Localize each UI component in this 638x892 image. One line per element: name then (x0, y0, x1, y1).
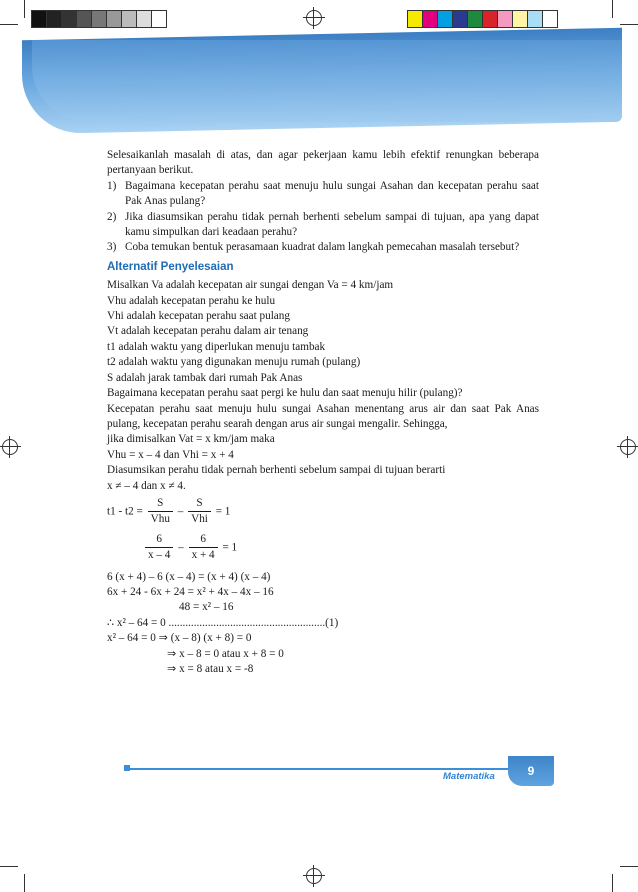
crop-mark (0, 866, 18, 867)
step-line: 6 (x + 4) – 6 (x – 4) = (x + 4) (x – 4) (107, 570, 271, 583)
fraction: $\frac{6}{x + 4}$ (189, 532, 218, 564)
crop-mark (620, 866, 638, 867)
paragraph: Vhu = x – 4 dan Vhi = x + 4 (107, 448, 234, 461)
fraction: $\frac{S}{\text{Vhi}}$ (188, 496, 211, 528)
paragraph: x ≠ – 4 dan x ≠ 4. (107, 479, 186, 492)
step-line: 48 = x² – 16 (179, 601, 234, 614)
fraction: $\frac{6}{x - 4}$ (145, 532, 173, 564)
crop-mark (612, 874, 613, 892)
paragraph: Kecepatan perahu saat menuju hulu sungai Asahan menentang arus air dan saat Pak Anas pulang, kecepatan perahu searah dengan arus air sungai mengalir. Sehingga, (107, 402, 539, 430)
definition-line: t2 adalah waktu yang digunakan menuju rumah (pulang) (107, 356, 361, 369)
registration-mark-icon (306, 10, 322, 26)
registration-mark-icon (620, 439, 636, 455)
color-calibration-bar (408, 10, 558, 26)
paragraph: jika dimisalkan Vat = x km/jam maka (107, 433, 275, 446)
crop-mark (24, 0, 25, 18)
equation-1: t1 - t2 = $\frac{S}{\text{Vhu}}$ – $\frac{S}{\text{Vhi}}$ = 1 (107, 496, 539, 528)
paragraph: Bagaimana kecepatan perahu saat pergi ke hulu dan saat menuju hilir (pulang)? (107, 387, 463, 400)
question-list (107, 179, 539, 256)
list-item: 2) Jika diasumsikan perahu tidak pernah berhenti sebelum sampai di tujuan, apa yang dapat kamu simpulkan dari keadaan perahu? (107, 210, 539, 239)
definition-line: Misalkan Va adalah kecepatan air sungai dengan Va = 4 km/jam (107, 279, 394, 292)
crop-mark (0, 24, 18, 25)
gray-calibration-bar (32, 10, 167, 26)
header-band-highlight (32, 40, 622, 122)
paragraph: Diasumsikan perahu tidak pernah berhenti sebelum sampai di tujuan berarti (107, 464, 446, 477)
crop-mark (612, 0, 613, 18)
equation-2: $\frac{6}{x - 4}$ – $\frac{6}{x + 4}$ = 1 (143, 532, 539, 564)
registration-mark-icon (306, 868, 322, 884)
section-title: Alternatif Penyelesaian (107, 260, 234, 273)
crop-mark (24, 874, 25, 892)
page-content (107, 148, 539, 677)
step-line: ⇒ x – 8 = 0 atau x + 8 = 0 (167, 647, 284, 660)
list-item: 3) Coba temukan bentuk perasamaan kuadrat dalam langkah pemecahan masalah tersebut? (107, 241, 520, 254)
definition-line: t1 adalah waktu yang diperlukan menuju tambak (107, 340, 326, 353)
crop-mark (620, 24, 638, 25)
fraction: $\frac{S}{\text{Vhu}}$ (148, 496, 173, 528)
intro-text: Selesaikanlah masalah di atas, dan agar pekerjaan kamu lebih efektif renungkan beberapa pertanyaan berikut. (107, 149, 539, 177)
definition-line: Vhu adalah kecepatan perahu ke hulu (107, 294, 276, 307)
definition-line: Vt adalah kecepatan perahu dalam air tenang (107, 325, 309, 338)
list-item: 1) Bagaimana kecepatan perahu saat menuju hulu sungai Asahan dan kecepatan perahu saat Pak Anas pulang? (107, 179, 539, 208)
step-line: 6x + 24 - 6x + 24 = x² + 4x – 4x – 16 (107, 585, 274, 598)
subject-label: Matematika (443, 771, 495, 782)
step-line: ∴ x² – 64 = 0 ........................................................(1) (107, 616, 339, 629)
step-line: ⇒ x = 8 atau x = -8 (167, 663, 254, 675)
page-number: 9 (508, 756, 554, 786)
definition-line: Vhi adalah kecepatan perahu saat pulang (107, 310, 290, 323)
registration-mark-icon (2, 439, 18, 455)
footer-rule (128, 768, 512, 770)
definition-line: S adalah jarak tambak dari rumah Pak Anas (107, 371, 303, 384)
step-line: x² – 64 = 0 ⇒ (x – 8) (x + 8) = 0 (107, 632, 252, 645)
